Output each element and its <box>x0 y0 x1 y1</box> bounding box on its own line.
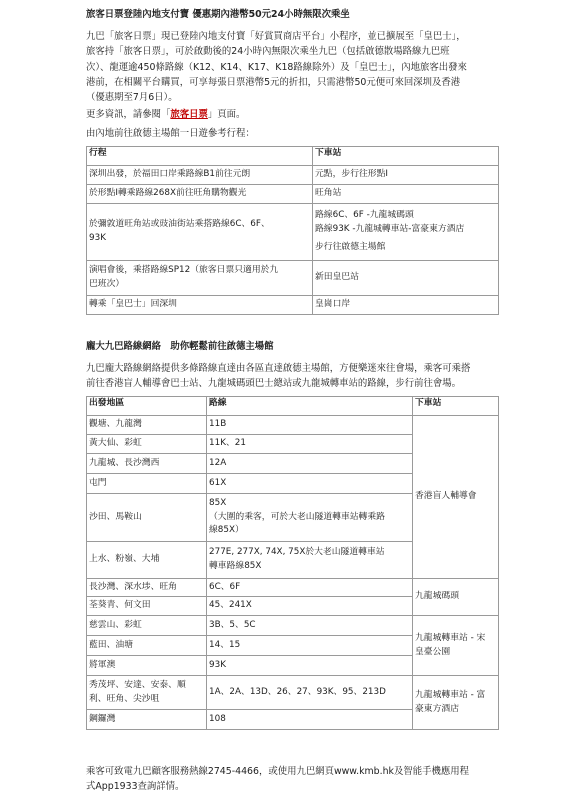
stop-cell: 皇崗口岸 <box>313 296 499 315</box>
table-row <box>87 185 499 204</box>
origin-cell: 觀塘、九龍灣 <box>87 416 207 435</box>
origin-cell: 沙田、馬鞍山 <box>87 494 207 542</box>
table-row <box>87 166 499 185</box>
routes-cell: 1A、2A、13D、26、27、93K、95、213D <box>207 676 413 710</box>
section2-heading: 龐大九巴路線網絡 助你輕鬆前往啟德主場館 <box>86 341 274 352</box>
section2-intro-line: 九巴龐大路線網絡提供多條路線直達由各區直達啟德主場館，方便樂迷來往會場，乘客可乘搭 <box>86 363 471 374</box>
section2-intro-line: 前往香港盲人輔導會巴士站、九龍城碼頭巴士總站或九龍城轉車站的路線，步行前往會場。 <box>86 378 462 390</box>
routes-cell: 61X <box>207 474 413 494</box>
route-cell: 深圳出發，於福田口岸乘路線B1前往元朗 <box>87 166 313 185</box>
stop-cell: 九龍城轉車站 - 富 豪東方酒店 <box>413 676 499 730</box>
routes-cell: 45、241X <box>207 597 413 616</box>
routes-cell: 3B、5、5C <box>207 616 413 636</box>
section1-intro-line: 次）、龍運逾450條路線（K12、K14、K17、K18路線除外）及「皇巴士」，內地旅客出發來 <box>86 61 467 73</box>
table-row <box>87 204 499 261</box>
stop-cell: 旺角站 <box>313 185 499 204</box>
route-cell: 於彌敦道旺角站或豉油街站乘搭路線6C、6F、 93K <box>87 204 313 261</box>
table-row <box>87 416 499 435</box>
footer-note <box>86 764 506 794</box>
routes-cell: 12A <box>207 454 413 474</box>
footer-line: 式App1933查詢詳情。 <box>86 781 185 792</box>
routes-cell: 6C、6F <box>207 579 413 597</box>
section2-intro <box>86 361 506 392</box>
table-header-row <box>87 147 499 166</box>
routes-cell: 93K <box>207 656 413 676</box>
route-cell: 於形點I轉乘路線268X前往旺角購物觀光 <box>87 185 313 204</box>
table-row <box>87 616 499 636</box>
section1-intro-line: 旅客持「旅客日票」，可於啟動後的24小時內無限次乘坐九巴（包括啟德散場路線九巴班 <box>86 46 450 58</box>
more-info-line <box>86 108 245 122</box>
table-row <box>87 676 499 710</box>
origin-cell: 慈雲山、彩虹 <box>87 616 207 636</box>
origin-cell: 長沙灣、深水埗、旺角 <box>87 579 207 597</box>
section1-intro <box>86 29 506 105</box>
origin-cell: 將軍澳 <box>87 656 207 676</box>
more-info-suffix: 」頁面。 <box>207 109 246 120</box>
table-header-row <box>87 397 499 416</box>
stop-cell: 新田皇巴站 <box>313 261 499 296</box>
footer-line: 乘客可致電九巴顧客服務熱線2745-4466，或使用九巴網頁www.kmb.hk及智能手機應用程 <box>86 766 469 777</box>
stop-cell: 九龍城轉車站 - 宋 皇臺公園 <box>413 616 499 676</box>
routes-cell: 277E, 277X, 74X, 75X於大老山隧道轉車站 轉車路線85X <box>207 542 413 579</box>
origin-cell: 黃大仙、彩虹 <box>87 435 207 454</box>
origin-cell: 屯門 <box>87 474 207 494</box>
section1-intro-line: （優惠期至7月6日）。 <box>86 92 178 104</box>
routes-cell: 14、15 <box>207 636 413 656</box>
origin-cell: 九龍城、長沙灣西 <box>87 454 207 474</box>
header-origin: 出發地區 <box>87 397 207 416</box>
route-cell: 轉乘「皇巴士」回深圳 <box>87 296 313 315</box>
routes-cell: 108 <box>207 710 413 730</box>
tourist-day-pass-link[interactable]: 旅客日票 <box>170 109 208 120</box>
origin-cell: 秀茂坪、安達、安泰、順 利、旺角、尖沙咀 <box>87 676 207 710</box>
table-row <box>87 261 499 296</box>
table-row <box>87 296 499 315</box>
header-routes: 路線 <box>207 397 413 416</box>
header-stop: 下車站 <box>413 397 499 416</box>
origin-cell: 鋼鑼灣 <box>87 710 207 730</box>
header-route: 行程 <box>87 147 313 166</box>
origin-cell: 荃葵青、何文田 <box>87 597 207 616</box>
routes-cell: 11B <box>207 416 413 435</box>
origin-cell: 上水、粉嶺、大埔 <box>87 542 207 579</box>
routes-cell: 85X （大圍的乘客，可於大老山隧道轉車站轉乘路 線85X） <box>207 494 413 542</box>
more-info-prefix: 更多資訊，請參閱「 <box>86 109 171 120</box>
section1-intro-line: 九巴「旅客日票」現已登陸內地支付寶「好賞買商店平台」小程序，並已擴展至「皇巴士」， <box>86 31 466 42</box>
itinerary-intro: 由內地前往啟德主場館一日遊參考行程： <box>86 128 255 139</box>
routes-table <box>86 396 499 730</box>
header-stop: 下車站 <box>313 147 499 166</box>
section1-heading: 旅客日票登陸內地支付寶 優惠期內港幣50元24小時無限次乘坐 <box>86 9 350 20</box>
routes-cell: 11K、21 <box>207 435 413 454</box>
route-cell: 演唱會後，乘搭路線SP12（旅客日票只適用於九 巴班次） <box>87 261 313 296</box>
stop-cell: 九龍城碼頭 <box>413 579 499 616</box>
stop-cell: 香港盲人輔導會 <box>413 416 499 579</box>
section1-intro-line: 港前，在相關平台購買，可享每張日票港幣5元的折扣，只需港幣50元便可來回深圳及香港 <box>86 76 461 88</box>
stop-cell: 路線6C、6F -九龍城碼頭 路線93K -九龍城轉車站-富豪東方酒店 步行往啟德主場館 <box>313 204 499 261</box>
table-row <box>87 579 499 597</box>
origin-cell: 藍田、油塘 <box>87 636 207 656</box>
itinerary-table <box>86 146 499 315</box>
stop-cell: 元點，步行往形點I <box>313 166 499 185</box>
